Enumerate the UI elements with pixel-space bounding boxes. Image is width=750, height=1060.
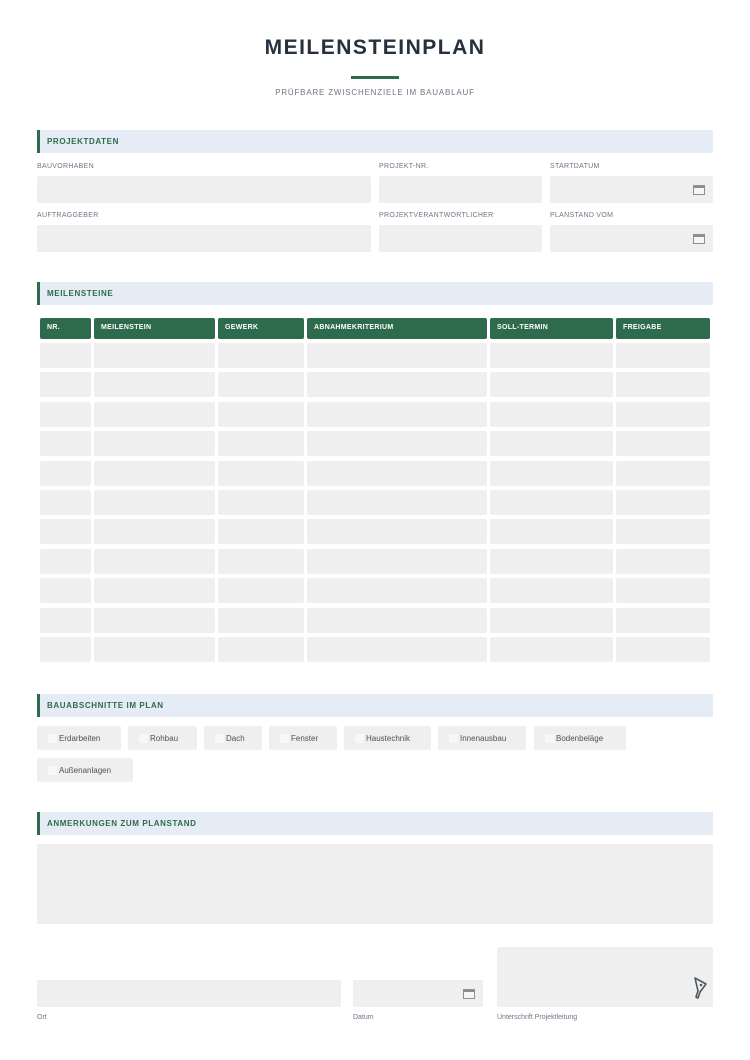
section-title: BAUABSCHNITTE IM PLAN — [47, 701, 164, 710]
projekt-nr-field[interactable] — [379, 176, 542, 203]
planstand-vom-label: PLANSTAND VOM — [550, 212, 614, 219]
section-title: MEILENSTEINE — [47, 289, 114, 298]
table-cell[interactable] — [218, 431, 304, 456]
table-cell[interactable] — [490, 431, 613, 456]
checkbox-label: Haustechnik — [366, 734, 411, 743]
table-cell[interactable] — [94, 461, 215, 486]
table-cell[interactable] — [490, 549, 613, 574]
ort-label: Ort — [37, 1014, 47, 1021]
table-cell[interactable] — [40, 490, 91, 515]
calendar-icon[interactable] — [693, 234, 705, 244]
table-cell[interactable] — [616, 549, 710, 574]
table-cell[interactable] — [218, 490, 304, 515]
datum-label: Datum — [353, 1014, 374, 1021]
column-header-freigabe: FREIGABE — [616, 318, 710, 339]
table-cell[interactable] — [616, 402, 710, 427]
table-cell[interactable] — [40, 372, 91, 397]
table-cell[interactable] — [307, 578, 487, 603]
checkbox-haustechnik[interactable] — [344, 726, 431, 750]
auftraggeber-field[interactable] — [37, 225, 371, 252]
table-cell[interactable] — [616, 490, 710, 515]
checkbox-label: Fenster — [291, 734, 319, 743]
table-cell[interactable] — [307, 461, 487, 486]
checkbox-fenster[interactable] — [269, 726, 337, 750]
ort-field[interactable] — [37, 980, 341, 1007]
checkbox-square[interactable] — [355, 734, 364, 743]
table-cell[interactable] — [94, 490, 215, 515]
table-cell[interactable] — [218, 637, 304, 662]
table-cell[interactable] — [307, 431, 487, 456]
table-cell[interactable] — [94, 637, 215, 662]
checkbox-bodenbelaege[interactable] — [534, 726, 626, 750]
anmerkungen-textarea[interactable] — [37, 844, 713, 924]
checkbox-square[interactable] — [139, 734, 148, 743]
checkbox-innenausbau[interactable] — [438, 726, 526, 750]
checkbox-rohbau[interactable] — [128, 726, 197, 750]
table-cell[interactable] — [40, 343, 91, 368]
checkbox-label: Dach — [226, 734, 245, 743]
checkbox-dach[interactable] — [204, 726, 262, 750]
table-cell[interactable] — [616, 637, 710, 662]
table-cell[interactable] — [616, 578, 710, 603]
column-header-meilenstein: MEILENSTEIN — [94, 318, 215, 339]
table-cell[interactable] — [218, 461, 304, 486]
checkbox-label: Erdarbeiten — [59, 734, 101, 743]
table-cell[interactable] — [490, 490, 613, 515]
page-title: MEILENSTEINPLAN — [264, 36, 486, 59]
bauvorhaben-label: BAUVORHABEN — [37, 163, 94, 170]
table-cell[interactable] — [490, 372, 613, 397]
table-cell[interactable] — [94, 549, 215, 574]
checkbox-square[interactable] — [215, 734, 224, 743]
table-cell[interactable] — [94, 431, 215, 456]
column-header-gewerk: GEWERK — [218, 318, 304, 339]
table-cell[interactable] — [490, 608, 613, 633]
table-cell[interactable] — [307, 519, 487, 544]
table-cell[interactable] — [94, 372, 215, 397]
checkbox-square[interactable] — [545, 734, 554, 743]
startdatum-label: STARTDATUM — [550, 163, 600, 170]
table-cell[interactable] — [616, 608, 710, 633]
column-header-nr: NR. — [40, 318, 91, 339]
table-cell[interactable] — [490, 461, 613, 486]
checkbox-square[interactable] — [48, 734, 57, 743]
table-cell[interactable] — [616, 431, 710, 456]
page-subtitle: PRÜFBARE ZWISCHENZIELE IM BAUABLAUF — [275, 88, 475, 97]
table-cell[interactable] — [94, 608, 215, 633]
checkbox-label: Bodenbeläge — [556, 734, 604, 743]
projekt-nr-label: PROJEKT-NR. — [379, 163, 429, 170]
section-title: ANMERKUNGEN ZUM PLANSTAND — [47, 819, 197, 828]
title-underline — [351, 76, 399, 79]
table-cell[interactable] — [40, 461, 91, 486]
table-cell[interactable] — [218, 372, 304, 397]
table-cell[interactable] — [490, 343, 613, 368]
section-header-meilensteine — [37, 282, 713, 305]
checkbox-square[interactable] — [48, 766, 57, 775]
table-cell[interactable] — [40, 519, 91, 544]
signature-field[interactable] — [497, 947, 713, 1007]
planstand-vom-field[interactable] — [550, 225, 713, 252]
table-cell[interactable] — [616, 343, 710, 368]
checkbox-square[interactable] — [280, 734, 289, 743]
auftraggeber-label: AUFTRAGGEBER — [37, 212, 99, 219]
table-cell[interactable] — [218, 578, 304, 603]
signature-label: Unterschrift Projektleitung — [497, 1014, 578, 1021]
datum-field[interactable] — [353, 980, 483, 1007]
table-cell[interactable] — [490, 578, 613, 603]
column-header-abnahmekriterium: ABNAHMEKRITERIUM — [307, 318, 487, 339]
table-cell[interactable] — [307, 402, 487, 427]
column-header-soll-termin: SOLL-TERMIN — [490, 318, 613, 339]
section-title: PROJEKTDATEN — [47, 137, 119, 146]
table-cell[interactable] — [94, 343, 215, 368]
table-cell[interactable] — [307, 637, 487, 662]
table-cell[interactable] — [307, 343, 487, 368]
table-cell[interactable] — [218, 608, 304, 633]
section-header-projektdaten — [37, 130, 713, 153]
table-cell[interactable] — [490, 637, 613, 662]
table-cell[interactable] — [307, 549, 487, 574]
checkbox-label: Innenausbau — [460, 734, 507, 743]
checkbox-label: Rohbau — [150, 734, 179, 743]
table-cell[interactable] — [307, 608, 487, 633]
table-cell[interactable] — [94, 578, 215, 603]
table-cell[interactable] — [307, 490, 487, 515]
section-header-anmerkungen — [37, 812, 713, 835]
table-cell[interactable] — [40, 578, 91, 603]
table-cell[interactable] — [218, 343, 304, 368]
table-cell[interactable] — [218, 519, 304, 544]
table-cell[interactable] — [40, 549, 91, 574]
checkbox-label: Außenanlagen — [59, 766, 112, 775]
table-cell[interactable] — [40, 431, 91, 456]
checkbox-aussenanlagen[interactable] — [37, 758, 133, 782]
calendar-icon[interactable] — [693, 185, 705, 195]
calendar-icon[interactable] — [463, 989, 475, 999]
table-cell[interactable] — [616, 461, 710, 486]
table-cell[interactable] — [40, 637, 91, 662]
table-cell[interactable] — [307, 372, 487, 397]
table-cell[interactable] — [40, 402, 91, 427]
pen-nib-icon — [692, 976, 708, 1000]
table-cell[interactable] — [94, 402, 215, 427]
table-cell[interactable] — [218, 402, 304, 427]
checkbox-erdarbeiten[interactable] — [37, 726, 121, 750]
checkbox-square[interactable] — [449, 734, 458, 743]
table-cell[interactable] — [490, 402, 613, 427]
section-header-bauabschnitte — [37, 694, 713, 717]
bauvorhaben-field[interactable] — [37, 176, 371, 203]
table-cell[interactable] — [40, 608, 91, 633]
table-cell[interactable] — [490, 519, 613, 544]
startdatum-field[interactable] — [550, 176, 713, 203]
projektverantwortlicher-label: PROJEKTVERANTWORTLICHER — [379, 212, 494, 219]
table-cell[interactable] — [218, 549, 304, 574]
table-cell[interactable] — [616, 519, 710, 544]
projektverantwortlicher-field[interactable] — [379, 225, 542, 252]
table-cell[interactable] — [616, 372, 710, 397]
table-cell[interactable] — [94, 519, 215, 544]
